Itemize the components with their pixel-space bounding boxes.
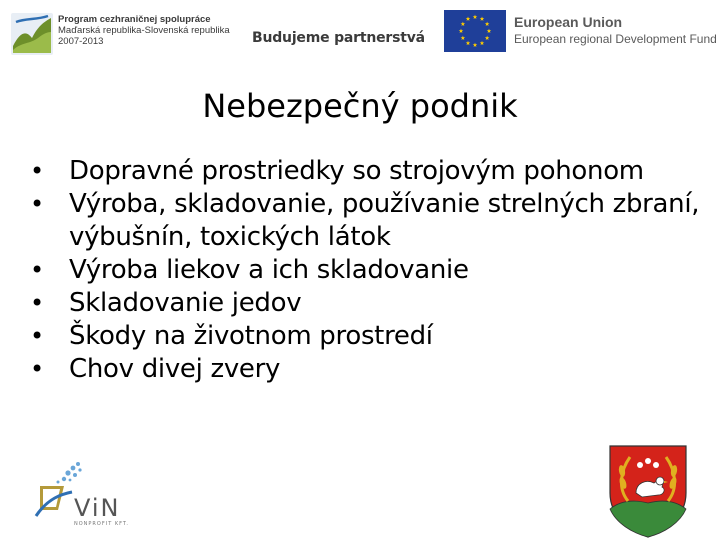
slide-title: Nebezpečný podnik	[202, 87, 518, 125]
bullet-text: Výroba liekov a ich skladovanie	[69, 255, 469, 285]
bullet-text: Dopravné prostriedky so strojovým pohonom	[69, 156, 644, 186]
eu-title: European Union	[514, 14, 623, 30]
bullet-text: Chov divej zvery	[69, 354, 281, 384]
program-line-1: Program cezhraničnej spolupráce	[58, 14, 211, 25]
bullet-item	[30, 254, 700, 287]
bullet-dot: •	[30, 322, 44, 350]
bullet-dot: •	[30, 289, 44, 317]
bullet-dot: •	[30, 355, 44, 383]
bullet-list	[30, 155, 700, 386]
coat-of-arms-icon	[606, 443, 690, 539]
slogan: Budujeme partnerstvá	[252, 30, 425, 46]
program-line-2: Maďarská republika-Slovenská republika	[58, 25, 230, 36]
bullet-text: Škody na životnom prostredí	[69, 321, 433, 351]
vin-logo-subtext: NONPROFIT KFT.	[74, 521, 129, 527]
eu-flag-icon	[444, 10, 506, 52]
vin-logo	[28, 458, 146, 530]
hu-sk-logo-icon	[10, 12, 54, 56]
eu-subtitle: European regional Development Fund	[514, 32, 717, 46]
bullet-text: Skladovanie jedov	[69, 288, 302, 318]
bullet-item	[30, 188, 700, 254]
program-text	[58, 14, 230, 47]
eu-label	[514, 14, 717, 47]
bullet-dot: •	[30, 256, 44, 284]
bullet-item	[30, 155, 700, 188]
vin-logo-text: ViN	[74, 494, 121, 522]
bullet-item	[30, 320, 700, 353]
hu-sk-program-logo	[10, 12, 250, 58]
bullet-item	[30, 287, 700, 320]
bullet-text: Výroba, skladovanie, používanie strelných zbraní, výbušnín, toxických látok	[69, 189, 700, 252]
program-line-3: 2007-2013	[58, 36, 104, 47]
bullet-dot: •	[30, 157, 44, 185]
bullet-item	[30, 353, 700, 386]
bullet-dot: •	[30, 190, 44, 218]
